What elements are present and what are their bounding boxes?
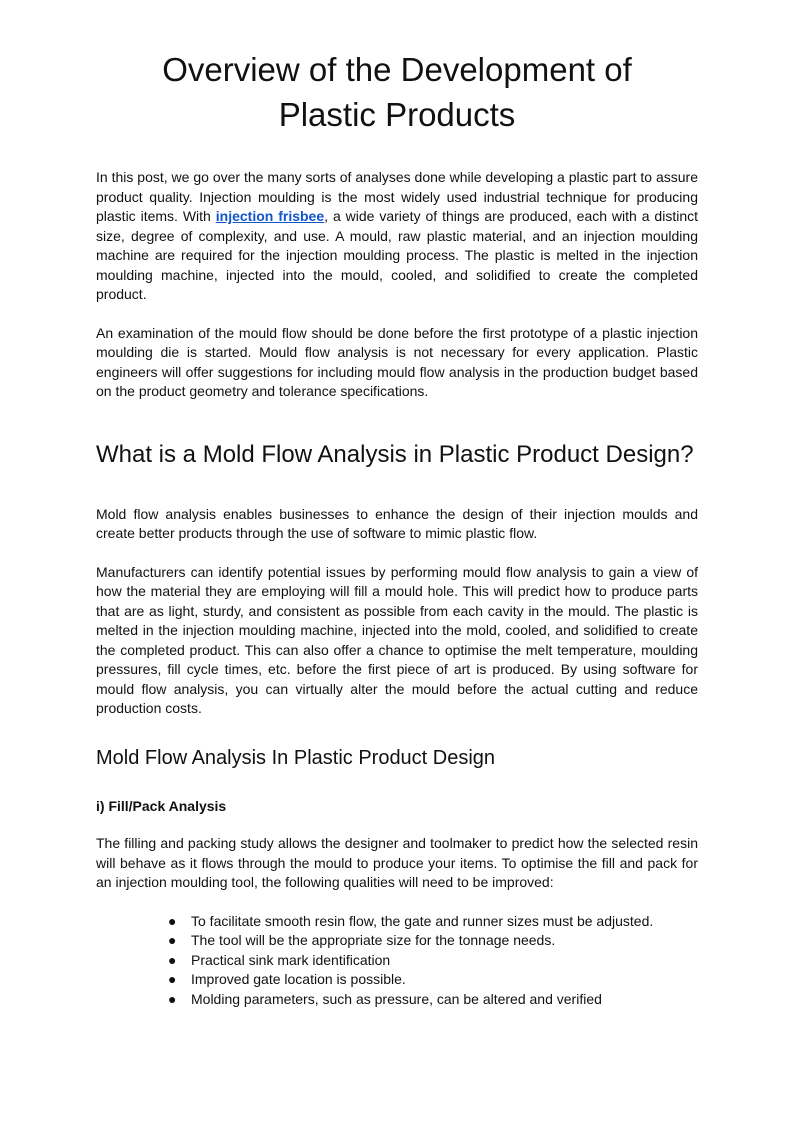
list-item-text: Molding parameters, such as pressure, can be altered and verified xyxy=(191,990,602,1007)
list-item-text: Practical sink mark identification xyxy=(191,951,391,968)
bullet-icon: ● xyxy=(168,912,177,929)
section-heading-mold-flow-design: Mold Flow Analysis In Plastic Product Design xyxy=(96,746,496,769)
intro-paragraph-1 xyxy=(96,168,698,305)
bullet-icon: ● xyxy=(168,932,177,948)
intro-paragraph-2: An examination of the mould flow should be done before the first prototype of a plastic injection moulding die is started. Mould flow analysis is not necessary for every application. Plastic engineers will offer suggestions for including mould flow analysis in the production budget based on the product geometry and tolerance specifications. xyxy=(96,324,698,399)
list-item xyxy=(168,931,698,951)
bullet-icon: ● xyxy=(168,951,177,968)
section1-paragraph-1: Mold flow analysis enables businesses to enhance the design of their injection moulds and create better products through the use of software to mimic plastic flow. xyxy=(96,505,698,541)
intro-text-after-link: , a wide variety of things are produced, each with a distinct size, degree of complexity, and use. A mould, raw plastic material, and an injection moulding machine are required for the injection moulding process. The plastic is melted in the injection moulding machine, injected into the mould, cooled, and solidified to create the completed product. xyxy=(96,208,698,302)
section-heading-mold-flow-analysis: What is a Mold Flow Analysis in Plastic Product Design? xyxy=(96,440,694,468)
list-item xyxy=(168,970,698,990)
section1-paragraph-2: Manufacturers can identify potential issues by performing mould flow analysis to gain a view of how the material they are employing will fill a mould hole. This will predict how to produce parts that are as light, sturdy, and consistent as possible from each cavity in the mould. The plastic is melted in the injection moulding machine, injected into the mold, cooled, and solidified to create the completed product. This can also offer a chance to optimise the melt temperature, moulding pressures, fill cycle times, etc. before the first piece of art is produced. By using software for mould flow analysis, you can virtually alter the mould before the actual cutting and reduce production costs. xyxy=(96,563,698,716)
page-title-line-2: Plastic Products xyxy=(278,96,516,133)
intro-text-before-link: In this post, we go over the many sorts of analyses done while developing a plastic part to assure product quality. Injection moulding is the most widely used industrial technique for producing plastic items. With xyxy=(96,169,698,224)
injection-frisbee-link[interactable]: injection frisbee xyxy=(215,208,325,224)
subheading-fill-pack-analysis: i) Fill/Pack Analysis xyxy=(96,797,227,814)
fill-pack-bullet-list xyxy=(96,912,698,1010)
list-item-text: Improved gate location is possible. xyxy=(191,971,406,987)
document-page xyxy=(96,0,698,1009)
list-item xyxy=(168,990,698,1010)
page-title xyxy=(96,47,698,137)
list-item-text: To facilitate smooth resin flow, the gate and runner sizes must be adjusted. xyxy=(191,912,654,929)
section2-paragraph-1: The filling and packing study allows the designer and toolmaker to predict how the selected resin will behave as it flows through the mould to produce your items. To optimise the fill and pack for an injection moulding tool, the following qualities will need to be improved: xyxy=(96,835,698,890)
bullet-icon: ● xyxy=(168,971,177,987)
list-item xyxy=(168,951,698,971)
list-item-text: The tool will be the appropriate size for the tonnage needs. xyxy=(191,932,556,948)
bullet-icon: ● xyxy=(168,990,177,1007)
page-title-line-1: Overview of the Development of xyxy=(162,51,632,88)
list-item xyxy=(168,912,698,932)
